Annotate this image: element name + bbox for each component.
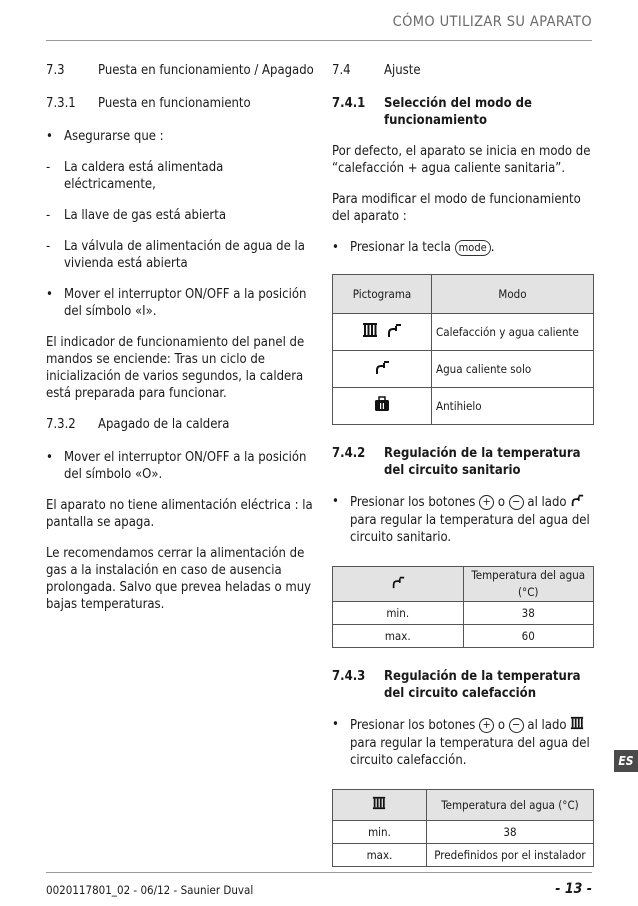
header-divider <box>46 40 592 41</box>
mode-key: mode <box>455 240 491 256</box>
tap-icon <box>386 322 402 343</box>
table-header: Temperatura del agua (°C) <box>426 790 593 821</box>
table-row <box>333 388 594 425</box>
left-column <box>46 62 314 627</box>
heating-temperature-table <box>332 789 594 867</box>
table-row <box>333 314 594 351</box>
mode-label: Calefacción y agua caliente <box>432 314 594 351</box>
right-column <box>332 62 594 887</box>
minus-button-icon: − <box>509 718 524 733</box>
mode-label: Agua caliente solo <box>432 351 594 388</box>
table-row: min. 38 <box>333 602 594 625</box>
paragraph: El aparato no tiene alimentación eléctrica : la pantalla se apaga. <box>46 498 313 530</box>
list-item: • Presionar los botones + o − al lado para regular la temperatura del agua del circuito calefacción. <box>332 717 590 768</box>
radiator-icon <box>362 322 378 343</box>
paragraph: Le recomendamos cerrar la alimentación de gas a la instalación en caso de ausencia prolongada. Salvo que prevea heladas o muy bajas temperaturas. <box>46 546 312 612</box>
minus-button-icon: − <box>509 495 524 510</box>
section-7-4-3: 7.4.3 Regulación de la temperatura del circuito calefacción <box>332 669 581 701</box>
section-7-4: 7.4 Ajuste <box>332 63 421 78</box>
list-item: • Presionar los botones + o − al lado para regular la temperatura del agua del circuito sanitario. <box>332 494 590 545</box>
list-item: • Presionar la tecla mode . <box>332 240 495 255</box>
plus-button-icon: + <box>479 718 494 733</box>
table-row <box>333 351 594 388</box>
dhw-temperature-table <box>332 566 594 648</box>
table-header: Pictograma <box>333 275 432 314</box>
page-header-title: CÓMO UTILIZAR SU APARATO <box>392 14 592 30</box>
mode-label: Antihielo <box>432 388 594 425</box>
footer-doc-ref: 0020117801_02 - 06/12 - Saunier Duval <box>46 883 254 897</box>
table-row: max. Predefinidos por el instalador <box>333 844 594 867</box>
tap-icon <box>391 575 405 594</box>
list-item: - La llave de gas está abierta <box>46 208 226 223</box>
paragraph: El indicador de funcionamiento del panel de mandos se enciende: Tras un ciclo de inicialización de varios segundos, la caldera está preparada para funcionar. <box>46 335 305 401</box>
mode-table <box>332 274 594 425</box>
section-7-4-1: 7.4.1 Selección del modo de funcionamiento <box>332 96 532 128</box>
list-item: • Mover el interruptor ON/OFF a la posición del símbolo «O». <box>46 450 307 482</box>
paragraph: Para modificar el modo de funcionamiento del aparato : <box>332 192 581 224</box>
section-7-3: 7.3 Puesta en funcionamiento / Apagado <box>46 63 314 78</box>
page-number: - 13 - <box>555 881 592 897</box>
table-row: min. 38 <box>333 821 594 844</box>
paragraph: Por defecto, el aparato se inicia en modo de “calefacción + agua caliente sanitaria”. <box>332 144 591 176</box>
section-7-3-1: 7.3.1 Puesta en funcionamiento <box>46 96 251 111</box>
footer-divider <box>46 872 592 873</box>
section-7-3-2: 7.3.2 Apagado de la caldera <box>46 417 230 432</box>
list-item: • Asegurarse que : <box>46 129 164 144</box>
antifreeze-icon <box>374 396 390 417</box>
list-item: - La caldera está alimentada eléctricamente, <box>46 160 224 192</box>
list-item: • Mover el interruptor ON/OFF a la posición del símbolo «I». <box>46 287 307 319</box>
radiator-icon <box>570 716 584 735</box>
section-7-4-2: 7.4.2 Regulación de la temperatura del circuito sanitario <box>332 446 581 478</box>
tap-icon <box>570 493 584 512</box>
plus-button-icon: + <box>479 495 494 510</box>
table-header: Temperatura del agua (°C) <box>463 567 594 602</box>
list-item: - La válvula de alimentación de agua de la vivienda está abierta <box>46 239 305 271</box>
radiator-icon <box>372 796 386 815</box>
table-header: Modo <box>432 275 594 314</box>
language-tab: ES <box>614 750 638 772</box>
table-row: max. 60 <box>333 625 594 648</box>
tap-icon <box>374 359 390 380</box>
